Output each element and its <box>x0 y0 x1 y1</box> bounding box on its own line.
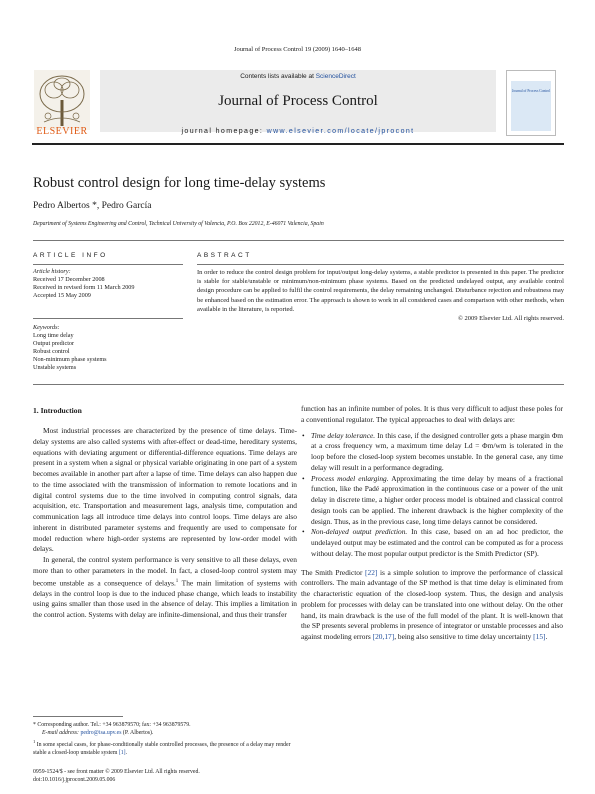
journal-name: Journal of Process Control <box>218 93 378 109</box>
footnote-marker[interactable]: 1 <box>175 578 179 584</box>
keywords-label: Keywords: <box>33 324 60 331</box>
header-rule <box>32 143 564 145</box>
contents-prefix: Contents lists available at <box>240 73 316 80</box>
issn-doi <box>33 768 200 784</box>
elsevier-wordmark: ELSEVIER <box>36 126 88 137</box>
revised-date: Received in revised form 11 March 2009 <box>33 284 135 291</box>
citation-link[interactable]: [20,17] <box>372 632 395 641</box>
contents-line <box>100 73 496 80</box>
abstract-heading: ABSTRACT <box>197 252 252 259</box>
intro-paragraph-2: In general, the control system performance is very sensitive to all these delays, even more than to other parameters in the model. In fact, a closed-loop control system may become unstable as a consequence of delays.$^1$ The main limitation of systems with delays in the control loop is due to the induced phase change, which leads to instability using gains smaller than those used in the absence of delay. This implies a limitation in the control action. Systems with delay are infinite-dimensional, and thus their transfer <box>33 555 297 620</box>
list-item: • Non-delayed output prediction. In this case, based on an ad hoc predictor, the undelayed output may be estimated and the control can be computed as for a process without delay. The most popular output predictor is the Smith Predictor (SP). <box>302 527 563 558</box>
elsevier-tree-logo-icon <box>34 70 90 130</box>
journal-reference: Journal of Process Control 19 (2009) 1640–1648 <box>233 46 362 53</box>
homepage-link[interactable]: www.elsevier.com/locate/jprocont <box>266 128 415 135</box>
keywords-block <box>33 324 188 372</box>
footnote-rule <box>33 716 123 717</box>
keywords-rule <box>33 318 183 319</box>
email-note: E-mail address: pedro@isa.upv.es (P. Albertos). <box>42 730 154 737</box>
list-item: • Process model enlarging. Approximating the time delay by means of a fractional function, like the Padé approximation in the continuous case or a power of the unit delay in discrete time, a higher order process model is obtained and classical control design tools can be applied. The inherent drawback is the higher complexity of the design. Thus, as in the previous case, long time delays cannot be considered. <box>302 473 563 526</box>
received-date: Received 17 December 2008 <box>33 276 105 283</box>
doi-line[interactable]: doi:10.1016/j.jprocont.2009.05.006 <box>33 777 116 783</box>
keyword: Output predictor <box>33 340 75 347</box>
right-column <box>301 404 563 643</box>
article-title: Robust control design for long time-delay systems <box>33 175 326 191</box>
citation-link[interactable]: [22] <box>365 567 378 577</box>
section-heading-introduction: 1. Introduction <box>33 406 82 415</box>
history-label: Article history: <box>33 268 71 275</box>
citation-link[interactable]: [1] <box>118 750 126 757</box>
journal-homepage <box>100 128 496 135</box>
email-link[interactable]: pedro@isa.upv.es <box>80 730 122 737</box>
article-history <box>33 268 188 300</box>
abstract-text: In order to reduce the control design problem for input/output long-delay systems, a stable predictor is presented in this paper. The predictor is stable for stable/unstable or minimum/non-minimum phase systems. Based on the predicted undelayed output, any available control design procedure can be applied to fulfil the control requirements, the delay remaining unchanged. Disturbance rejection and robustness may be enhanced based on the estimation error. The approach is shown to work in all considered cases and comparison with other methods, when available in the literature, is reported. <box>197 269 564 313</box>
intro-paragraph-1: Most industrial processes are characterized by the presence of time delays. Time-delay systems are also called systems with after-effect or dead-time, hereditary systems, equations with deviating argument or differential-difference equations. Time delays are present in a system when a signal or physical variable originating in one part of a system becomes available in another part after a lapse of time. Time delays can also happen due to the time associated with the transmission of information to remote locations and in digital control systems due to the time involved in computing control signals, data acquisition, etc. Transportation and measurement lags, analysis time, computation and communication lags all introduce time delays into control loops. Time delays are also inherent in distributed parameter systems and frequently are used to compensate for model reduction where high-order systems are represented by low-order model with delays. <box>33 426 297 554</box>
cover-title: Journal of Process Control <box>512 89 551 93</box>
journal-cover-thumbnail <box>506 70 556 136</box>
left-column <box>33 426 297 621</box>
article-info-heading: ARTICLE INFO <box>33 252 108 259</box>
title-rule <box>33 240 564 241</box>
article-authors: Pedro Albertos *, Pedro García <box>33 201 152 211</box>
keyword: Unstable systems <box>33 364 77 371</box>
abstract-rule <box>197 264 564 265</box>
accepted-date: Accepted 15 May 2009 <box>33 292 91 299</box>
approach-list <box>301 431 563 560</box>
keyword: Non-minimum phase systems <box>33 356 107 363</box>
homepage-prefix: journal homepage: <box>181 128 267 135</box>
citation-link[interactable]: [15] <box>533 632 546 641</box>
abstract-body <box>197 268 564 323</box>
right-paragraph-1: function has an infinite number of poles. It is thus very difficult to adjust these poles for a conventional regulator. The typical approaches to deal with delays are: <box>301 404 563 424</box>
issn-line: 0959-1524/$ - see front matter © 2009 Elsevier Ltd. All rights reserved. <box>33 769 200 775</box>
right-paragraph-2: The Smith Predictor [22] is a simple solution to improve the performance of classical controllers. The main advantage of the SP method is that time delay is eliminated from the characteristic equation of the closed-loop system. Thus, the design and analysis problem for processes with delay can be translated into one without delay. On the other hand, its main drawback is the use of the full model of the plant. It is well-known that the SP presents several problems in presence of integrator or unstable processes and also against modeling errors [20,17], being also sensitive to time delay uncertainty [15]. <box>301 567 563 641</box>
corresponding-author-note: * Corresponding author. Tel.: +34 963879570; fax: +34 963879579. <box>33 722 191 728</box>
keyword: Long time delay <box>33 332 74 339</box>
author-affiliation: Department of Systems Engineering and Control, Technical University of Valencia, P.O. Box 22012, E-46071 Valencia, Spain <box>33 221 324 227</box>
list-item: • Time delay tolerance. In this case, if the designed controller gets a phase margin Φm at a cross frequency wm, a maximum time delay Ld = Φm/wm is tolerated in the loop before the closed-loop system becomes unstable. In the general case, any time delay will result in a performance degrading. <box>302 430 563 472</box>
footnotes <box>33 721 297 758</box>
abstract-copyright: © 2009 Elsevier Ltd. All rights reserved. <box>457 315 564 323</box>
footnote-1: $^1$ In some special cases, for phase-conditionally stable controlled processes, the presence of a delay may render stable a closed-loop unstable system [1]. <box>33 738 291 757</box>
article-info-rule <box>33 264 183 265</box>
keyword: Robust control <box>33 348 70 355</box>
sciencedirect-link[interactable]: ScienceDirect <box>315 73 356 80</box>
abstract-bottom-rule <box>33 384 564 385</box>
